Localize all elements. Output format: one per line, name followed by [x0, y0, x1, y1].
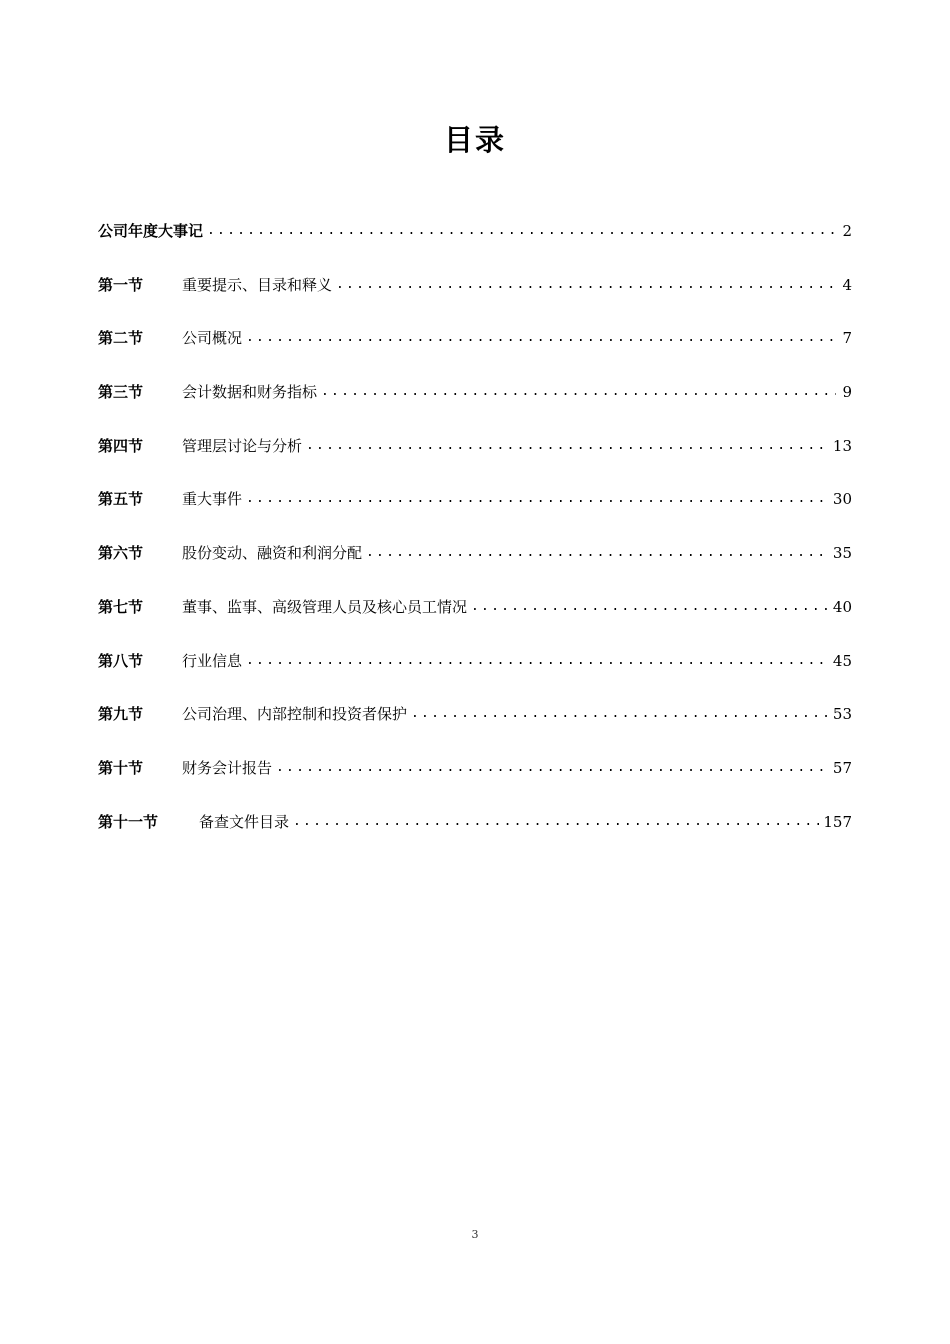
toc-entry-page: 45 — [832, 651, 852, 670]
toc-entry-title: 公司治理、内部控制和投资者保护 — [182, 705, 408, 724]
toc-entry-page: 2 — [842, 222, 852, 240]
toc-entry-title: 董事、监事、高级管理人员及核心员工情况 — [182, 597, 468, 616]
toc-dot-leader — [366, 538, 829, 568]
toc-dot-leader — [471, 592, 829, 622]
toc-entry-title: 会计数据和财务指标 — [182, 383, 318, 402]
toc-entry-section: 第十节 — [98, 758, 144, 777]
toc-entry-title: 公司概况 — [182, 329, 243, 348]
toc-entry-page: 40 — [832, 597, 852, 616]
toc-dot-leader — [411, 699, 829, 729]
toc-entry[interactable] — [98, 216, 852, 270]
toc-entry-page: 53 — [832, 705, 852, 724]
toc-entry[interactable] — [98, 270, 852, 324]
toc-entry-title: 公司年度大事记 — [98, 222, 204, 240]
toc-dot-leader — [306, 431, 829, 461]
toc-entry[interactable] — [98, 807, 852, 861]
toc-dot-leader — [321, 377, 836, 407]
toc-entry[interactable] — [98, 431, 852, 485]
toc-entry[interactable] — [98, 538, 852, 592]
table-of-contents — [98, 216, 852, 860]
toc-entry-page: 157 — [823, 812, 852, 831]
toc-entry[interactable] — [98, 753, 852, 807]
toc-entry-section: 第十一节 — [98, 812, 159, 831]
toc-dot-leader — [207, 216, 836, 246]
toc-entry-page: 7 — [842, 329, 852, 348]
toc-entry-section: 第八节 — [98, 651, 144, 670]
page-number: 3 — [471, 1228, 479, 1241]
toc-dot-leader — [276, 753, 829, 783]
toc-entry-page: 13 — [832, 436, 852, 455]
toc-entry[interactable] — [98, 592, 852, 646]
toc-entry-title: 股份变动、融资和利润分配 — [182, 544, 363, 563]
toc-entry-page: 30 — [832, 490, 852, 509]
page-title: 目录 — [443, 123, 506, 157]
toc-entry-title: 管理层讨论与分析 — [182, 436, 303, 455]
toc-entry-title: 重大事件 — [182, 490, 243, 509]
toc-entry[interactable] — [98, 323, 852, 377]
toc-entry-section: 第七节 — [98, 597, 144, 616]
toc-entry[interactable] — [98, 699, 852, 753]
toc-entry-title: 重要提示、目录和释义 — [182, 275, 333, 294]
toc-dot-leader — [246, 323, 836, 353]
toc-entry-page: 4 — [842, 275, 852, 294]
toc-entry[interactable] — [98, 377, 852, 431]
toc-dot-leader — [246, 484, 829, 514]
toc-entry-section: 第六节 — [98, 544, 144, 563]
toc-entry-section: 第三节 — [98, 383, 144, 402]
toc-entry-title: 财务会计报告 — [182, 758, 273, 777]
toc-entry-section: 第二节 — [98, 329, 144, 348]
toc-entry-page: 35 — [832, 544, 852, 563]
toc-entry-title: 行业信息 — [182, 651, 243, 670]
toc-entry-section: 第四节 — [98, 436, 144, 455]
toc-entry-title: 备查文件目录 — [199, 812, 290, 831]
toc-entry[interactable] — [98, 484, 852, 538]
toc-dot-leader — [293, 807, 819, 837]
toc-entry-section: 第一节 — [98, 275, 144, 294]
toc-dot-leader — [246, 646, 829, 676]
toc-entry-section: 第九节 — [98, 705, 144, 724]
toc-dot-leader — [336, 270, 836, 300]
toc-entry-page: 9 — [842, 383, 852, 402]
toc-entry-section: 第五节 — [98, 490, 144, 509]
toc-entry-page: 57 — [832, 758, 852, 777]
toc-entry[interactable] — [98, 646, 852, 700]
